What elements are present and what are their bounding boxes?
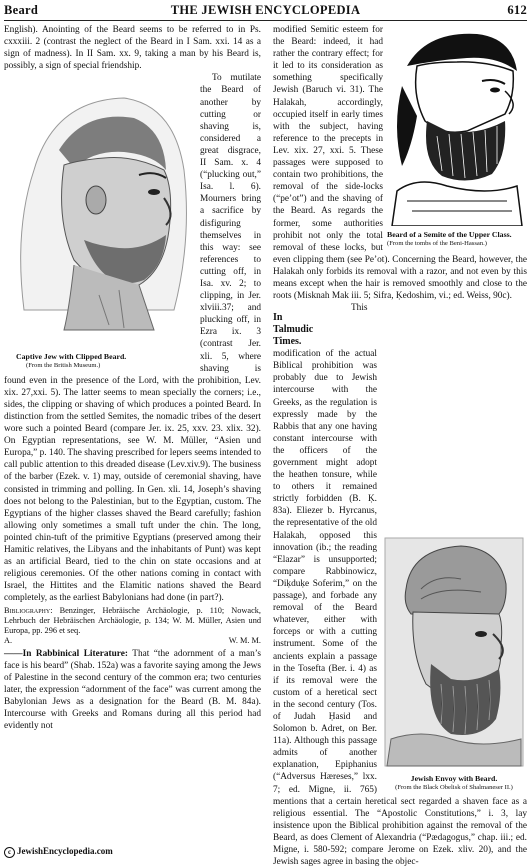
paragraph: This modification of the actual Biblical prohibition was probably due to Jewish intercourse with the Greeks, as the regulation is expressly made by the Rabbis that any one having constant intercourse with the officers of the government might adopt the heathen tonsure, while to others it remained strictly forbidden (B. Ḳ. 83a). Eliezer b. Hyrcanus, the representative of the old Halakah, opposed this innovation (ib.; the reading “Elazar” is unsupported; compare Rabbinowicz, “Diḳduḳe Soferim,” on the passage), and forbade any removal of the Beard whatever, either with forceps or with a cutting instrument. Some of the ancients explain a passage in the Tosefta (Ber. i. 4) as if its removal were the custom of a heretical sect in the second century (Tos. of Judah Ḥasid and Solomon b. Adret, on Ber. 11a). Although this passage admits of another explanation, Epiphanius (“Adversus Hæreses,” lxx. 7; ed. Migne, ii. 765) mentions that a certain heretical sect regarded a shaven face as a religious essential. The “Apostolic Constitutions,” i. 3, lay insistence upon the Biblical prohibition against the removal of the Beard, as does Clement of Alexandria (“Pædagogus,” chap. iii.; ed. Migne, i. 580-592; compare Jerome on Ezek. xliv. 20), and the Jewish sages agree in basing the objec- <box>273 303 527 868</box>
caption-source: (From the British Museum.) <box>26 362 101 370</box>
bibliography-label: Bibliography: <box>4 605 53 615</box>
paragraph-text: That “the adornment of a man’s face is his beard” (Shab. 152a) was a favorite saying among the Jews of Palestine in the second century of the common era; two centuries later, the expression “adornment of the face” was current among the Babylonian Jews as a designation for the Beard (B. M. 84a). Intercourse with Greeks and Romans during all this period had evidently not <box>4 648 262 732</box>
header-rule <box>4 20 527 21</box>
side-heading-line: In <box>273 312 283 324</box>
bibliography <box>4 606 261 636</box>
figure-captive-jew <box>4 80 194 369</box>
footer-credit <box>4 846 113 858</box>
left-column <box>4 24 261 732</box>
semite-illustration <box>387 26 527 226</box>
paragraph-rabbinical <box>4 648 261 733</box>
side-heading-line: Times. <box>273 336 302 348</box>
envoy-illustration <box>381 534 527 770</box>
running-header <box>4 3 527 19</box>
caption-title: Beard of a Semite of the Upper Class. <box>387 230 512 240</box>
captive-jew-illustration <box>4 80 194 348</box>
caption-source: (From the tombs of the Beni-Hassan.) <box>387 240 487 248</box>
side-heading-talmudic-times <box>273 302 339 348</box>
initials-a: A. <box>4 635 13 645</box>
right-column <box>273 24 527 868</box>
header-title-left: Beard <box>4 3 39 17</box>
initials-author: W. M. M. <box>228 635 261 645</box>
figure-semite <box>387 26 527 248</box>
caption-title: Captive Jew with Clipped Beard. <box>16 352 127 362</box>
bibliography-text: Benzinger, Hebräische Archäologie, p. 110; Nowack, Lehrbuch der Hebräischen Archäologie, p. 134; W. M. Müller, Asien und Europa, pp. 296 et seq. <box>4 605 262 635</box>
paragraph: English). Anointing of the Beard seems to be referred to in Ps. cxxxiii. 2 (contrast the neglect of the Beard in I Sam. xxi. 14 as a sign of madness). In II Sam. xx. 9, taking a man by his Beard is, possibly, a sign of special friendship. <box>4 25 261 72</box>
figure-caption <box>381 774 527 792</box>
figure-caption <box>387 230 527 248</box>
section-heading-rabbinical: ——In Rabbinical Literature: <box>4 648 128 659</box>
figure-caption <box>4 352 194 370</box>
paragraph: modified Semitic esteem for the Beard: indeed, it had rather the contrary effect; for it led to its consideration as something specifically Jewish (Baruch vi. 31). The Halakah, accordingly, occupied itself in early times with the subject, having reference to the precepts in Lev. xix. 27, xxi. 5. These passages were supposed to contain two prohibitions, the removal of the side-locks (“pe’ot”) and the shaving of the Beard. As regards the former, some authorities prohibit not only the total removal of these locks, but even clipping them (see Pe’ot). Concerning the Beard, however, the Halakah only forbids its removal with a razor, and not even by this means except when the hair is removed smoothly and close to the roots (Misknah Mak iii. 5; Sifra, Ḳedoshim, vi.; ed. Weiss, 90c). <box>273 25 527 302</box>
copyright-icon: c <box>4 847 15 858</box>
page-number: 612 <box>507 3 527 17</box>
caption-source: (From the Black Obelisk of Shalmaneser II.) <box>395 784 513 792</box>
author-initials <box>4 636 261 646</box>
footer-site[interactable]: JewishEncyclopedia.com <box>17 846 113 856</box>
paragraph: To mutilate the Beard of another by cutting or shaving is, considered a great disgrace, II Sam. x. 4 (“plucking out,” Isa. l. 6). Mourners bring a sacrifice by disfiguring themselves in this way: see references to cutting off, in Isa. xv. 2; to clipping, in Jer. xlviii.37; and plucking off, in Ezra ix. 3 (contrast Jer. xli. 5, where shaving is found even in the presence of the Lord, with the prohibition, Lev. xix. 27,xxi. 5). The latter seems to mean specially the corners; i.e., sides, the clipping or shaving of which produces a pointed Beard. In distinction from the settled Semites, the nomadic tribes of the desert wore such a pointed Beard (compare Jer. ix. 25, xxv. 23. xlix. 32). On Egyptian representations, see W. M. Müller, “Asien und Europa,” p. 140. The shaving prescribed for lepers seems intended to call public attention to this dreaded disease (Lev.xiv.9). The business of the barber (Ezek. v. 1) may, outside of ceremonial shaving, have consisted in trimming and polling. In Gen. xli. 14, Joseph’s shaving does not belong to the Palestinian, but to the Egyptian, custom. The Egyptians of the higher classes shaved the Beard carefully; fashion allowing only sometimes a small tuft under the chin. The long, pointed chin-tuft of the primitive Egyptians (preserved among their Hamitic relatives, the Libyans and the inhabitants of Punt) was kept as an artificial Beard, tied to the chin on state occasions and at religious ceremonies. Of the other nations coming in contact with Israel, the Hittites and the Elamitic nations shaved the Beard completely, as the earliest Babylonians had done (in part?). <box>4 73 261 604</box>
caption-title: Jewish Envoy with Beard. <box>410 774 498 784</box>
header-encyclopedia-name: THE JEWISH ENCYCLOPEDIA <box>170 3 361 17</box>
side-heading-line: Talmudic <box>273 324 314 336</box>
figure-jewish-envoy <box>381 534 527 792</box>
